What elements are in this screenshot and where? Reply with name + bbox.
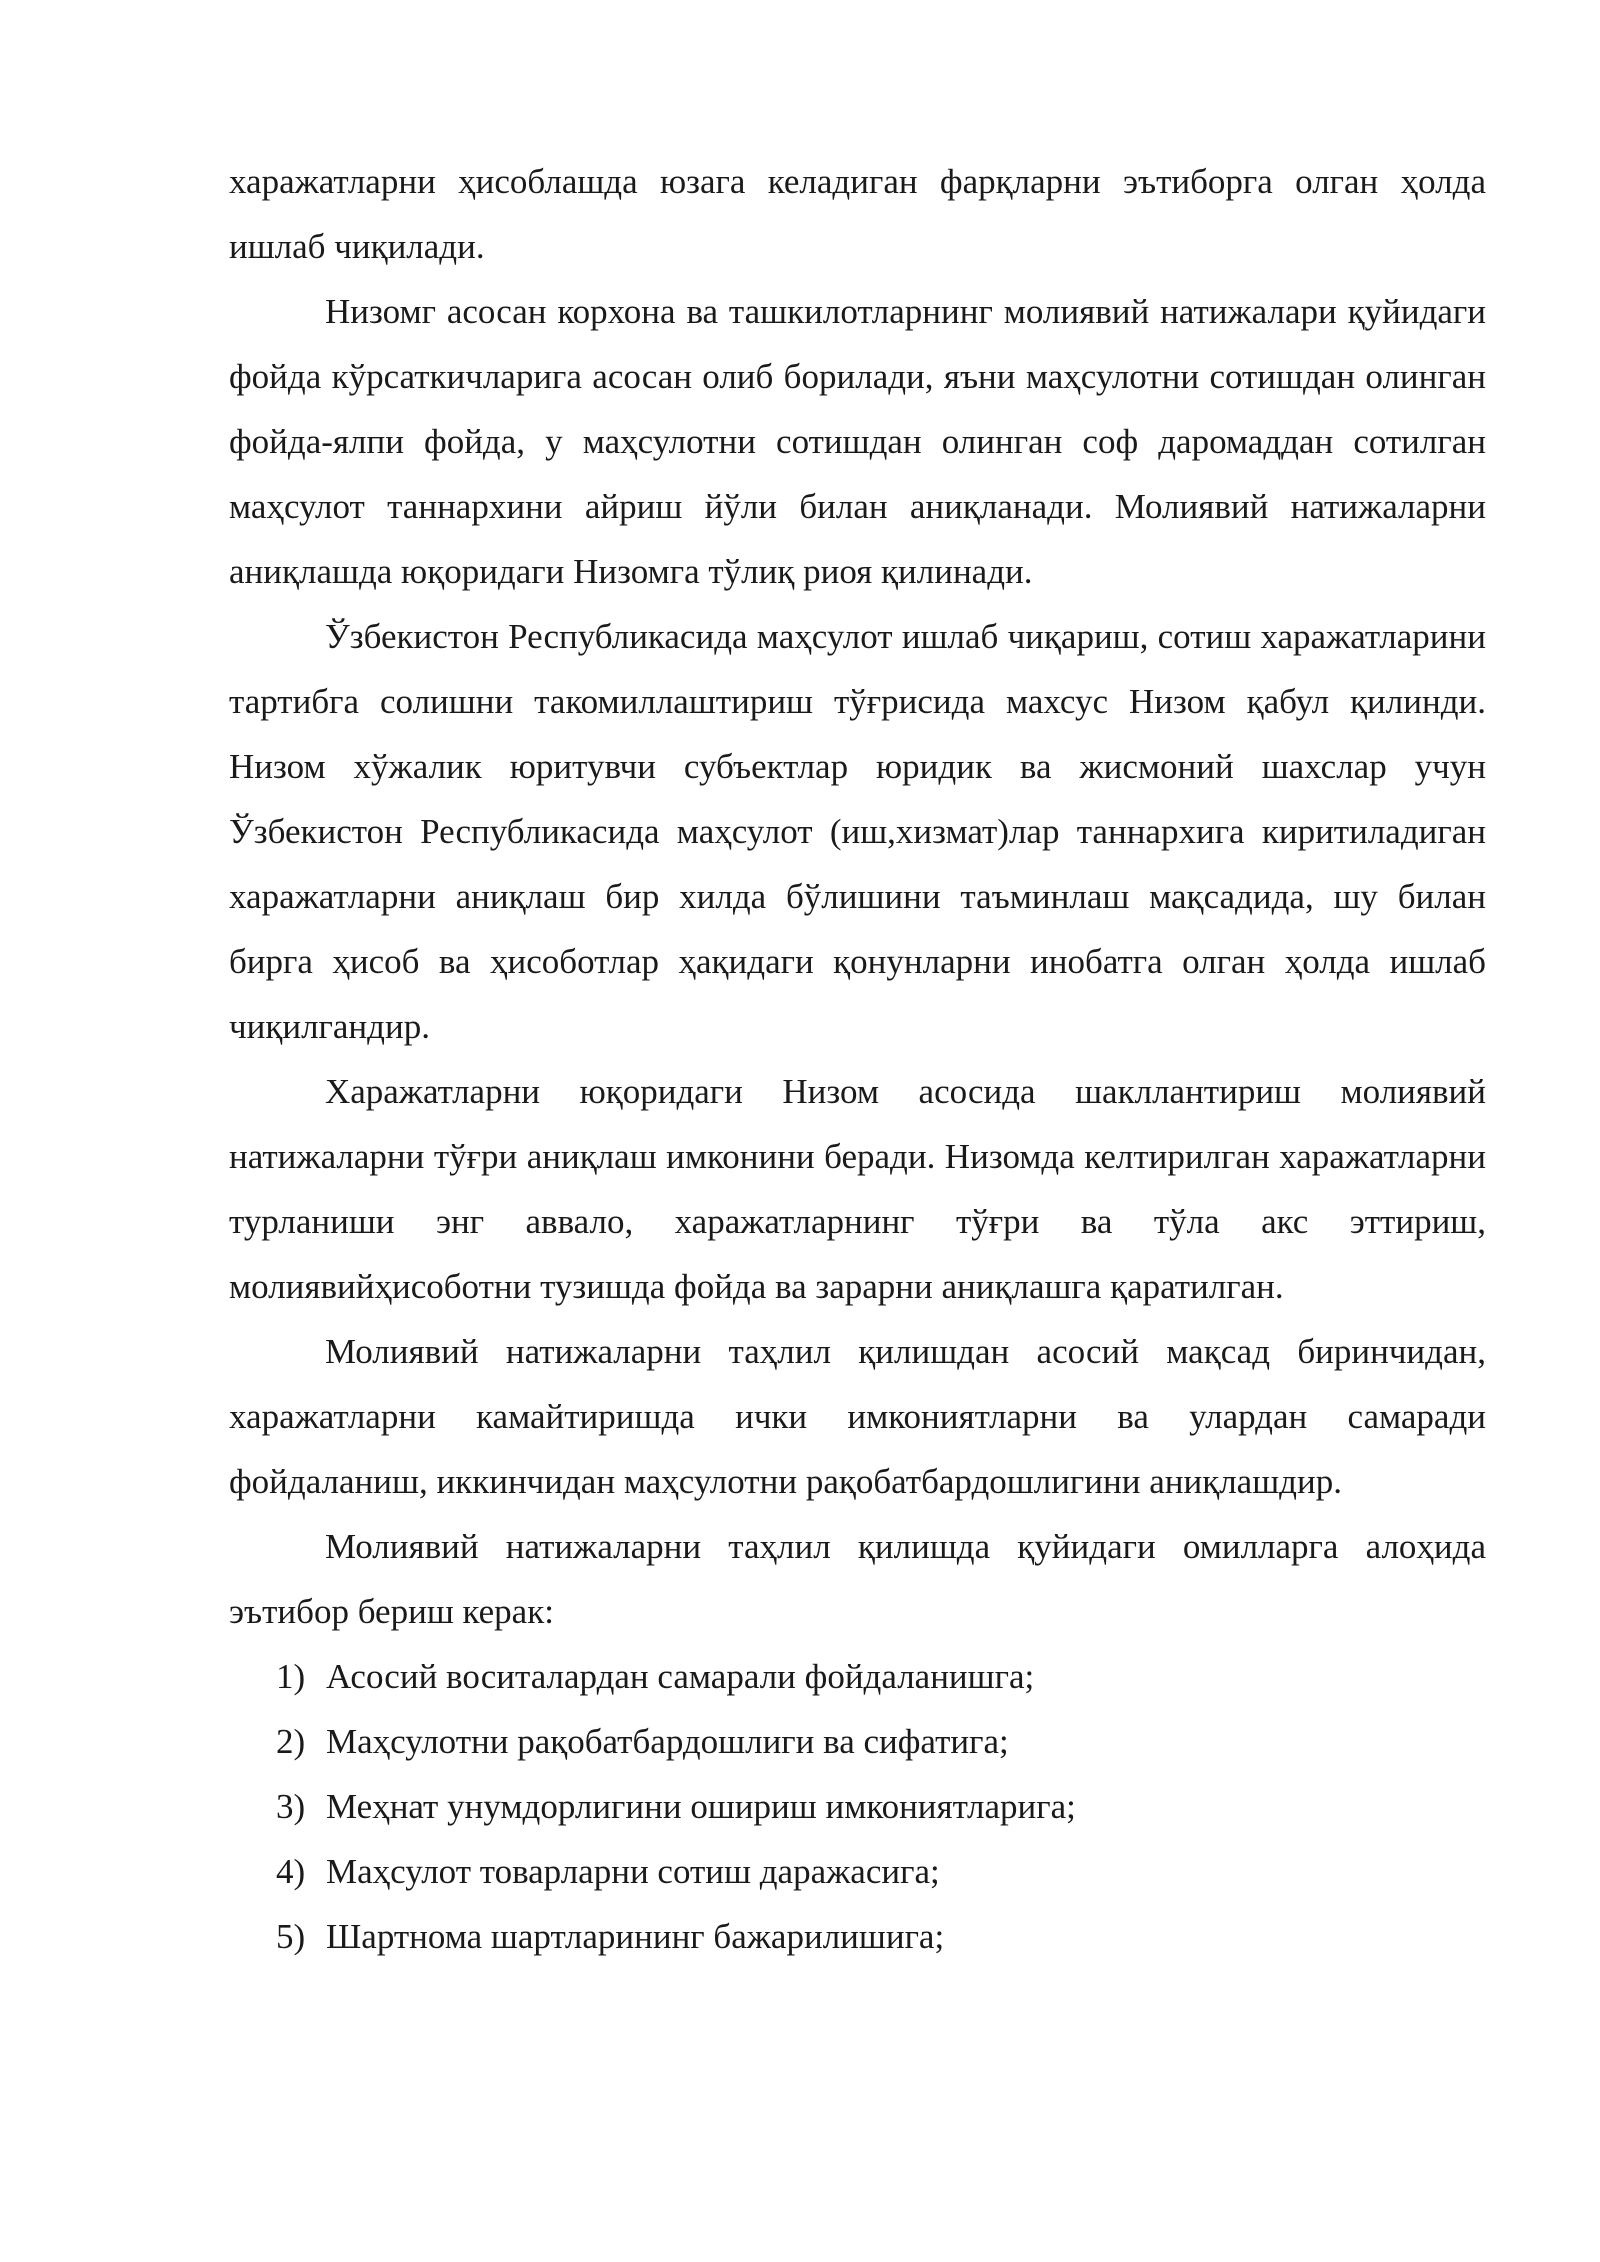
- list-item-number: 2): [276, 1722, 306, 1761]
- document-body: [229, 149, 1486, 1969]
- paragraph-1: харажатларни ҳисоблашда юзага келадиган фарқларни эътиборга олган ҳолда ишлаб чиқилади.: [229, 162, 1486, 266]
- list-item-number: 5): [276, 1917, 306, 1956]
- list-item: [229, 1904, 1486, 1969]
- list-item: [229, 1644, 1486, 1709]
- list-item-number: 4): [276, 1852, 306, 1891]
- list-item-text: Асосий воситалардан самарали фойдаланишга;: [326, 1657, 1035, 1696]
- list-item-text: Маҳсулот товарларни сотиш даражасига;: [326, 1852, 940, 1891]
- list-item-text: Маҳсулотни рақобатбардошлиги ва сифатига;: [326, 1722, 1009, 1761]
- list-item-number: 3): [276, 1787, 306, 1826]
- paragraph-2: Низомг асосан корхона ва ташкилотларнинг молиявий натижалари қуйидаги фойда кўрсаткичларига асосан олиб борилади, яъни маҳсулотни сотишдан олинган фойда-ялпи фойда, у маҳсулотни сотишдан олинган соф даромаддан сотилган маҳсулот таннархини айриш йўли билан аниқланади. Молиявий натижаларни аниқлашда юқоридаги Низомга тўлиқ риоя қилинади.: [229, 292, 1486, 591]
- list-item-text: Меҳнат унумдорлигини ошириш имкониятларига;: [326, 1787, 1076, 1826]
- paragraph-4: Харажатларни юқоридаги Низом асосида шакллантириш молиявий натижаларни тўғри аниқлаш имконини беради. Низомда келтирилган харажатларни турланиши энг аввало, харажатларнинг тўғри ва тўла акс эттириш, молиявийҳисоботни тузишда фойда ва зарарни аниқлашга қаратилган.: [229, 1072, 1486, 1306]
- paragraph-6: Молиявий натижаларни таҳлил қилишда қуйидаги омилларга алоҳида эътибор бериш керак:: [229, 1527, 1486, 1631]
- list-item: [229, 1839, 1486, 1904]
- list-item: [229, 1709, 1486, 1774]
- paragraph-3: Ўзбекистон Республикасида маҳсулот ишлаб чиқариш, сотиш харажатларини тартибга солишни такомиллаштириш тўғрисида махсус Низом қабул қилинди. Низом хўжалик юритувчи субъектлар юридик ва жисмоний шахслар учун Ўзбекистон Республикасида маҳсулот (иш,хизмат)лар таннархига киритиладиган харажатларни аниқлаш бир хилда бўлишини таъминлаш мақсадида, шу билан бирга ҳисоб ва ҳисоботлар ҳақидаги қонунларни инобатга олган ҳолда ишлаб чиқилгандир.: [229, 617, 1486, 1046]
- paragraph-5: Молиявий натижаларни таҳлил қилишдан асосий мақсад биринчидан, харажатларни камайтиришда ички имкониятларни ва улардан самаради фойдаланиш, иккинчидан маҳсулотни рақобатбардошлигини аниқлашдир.: [229, 1332, 1486, 1501]
- list-item-number: 1): [276, 1657, 306, 1696]
- list-item-text: Шартнома шартларининг бажарилишига;: [326, 1917, 945, 1956]
- factors-list: [229, 1644, 1486, 1969]
- list-item: [229, 1774, 1486, 1839]
